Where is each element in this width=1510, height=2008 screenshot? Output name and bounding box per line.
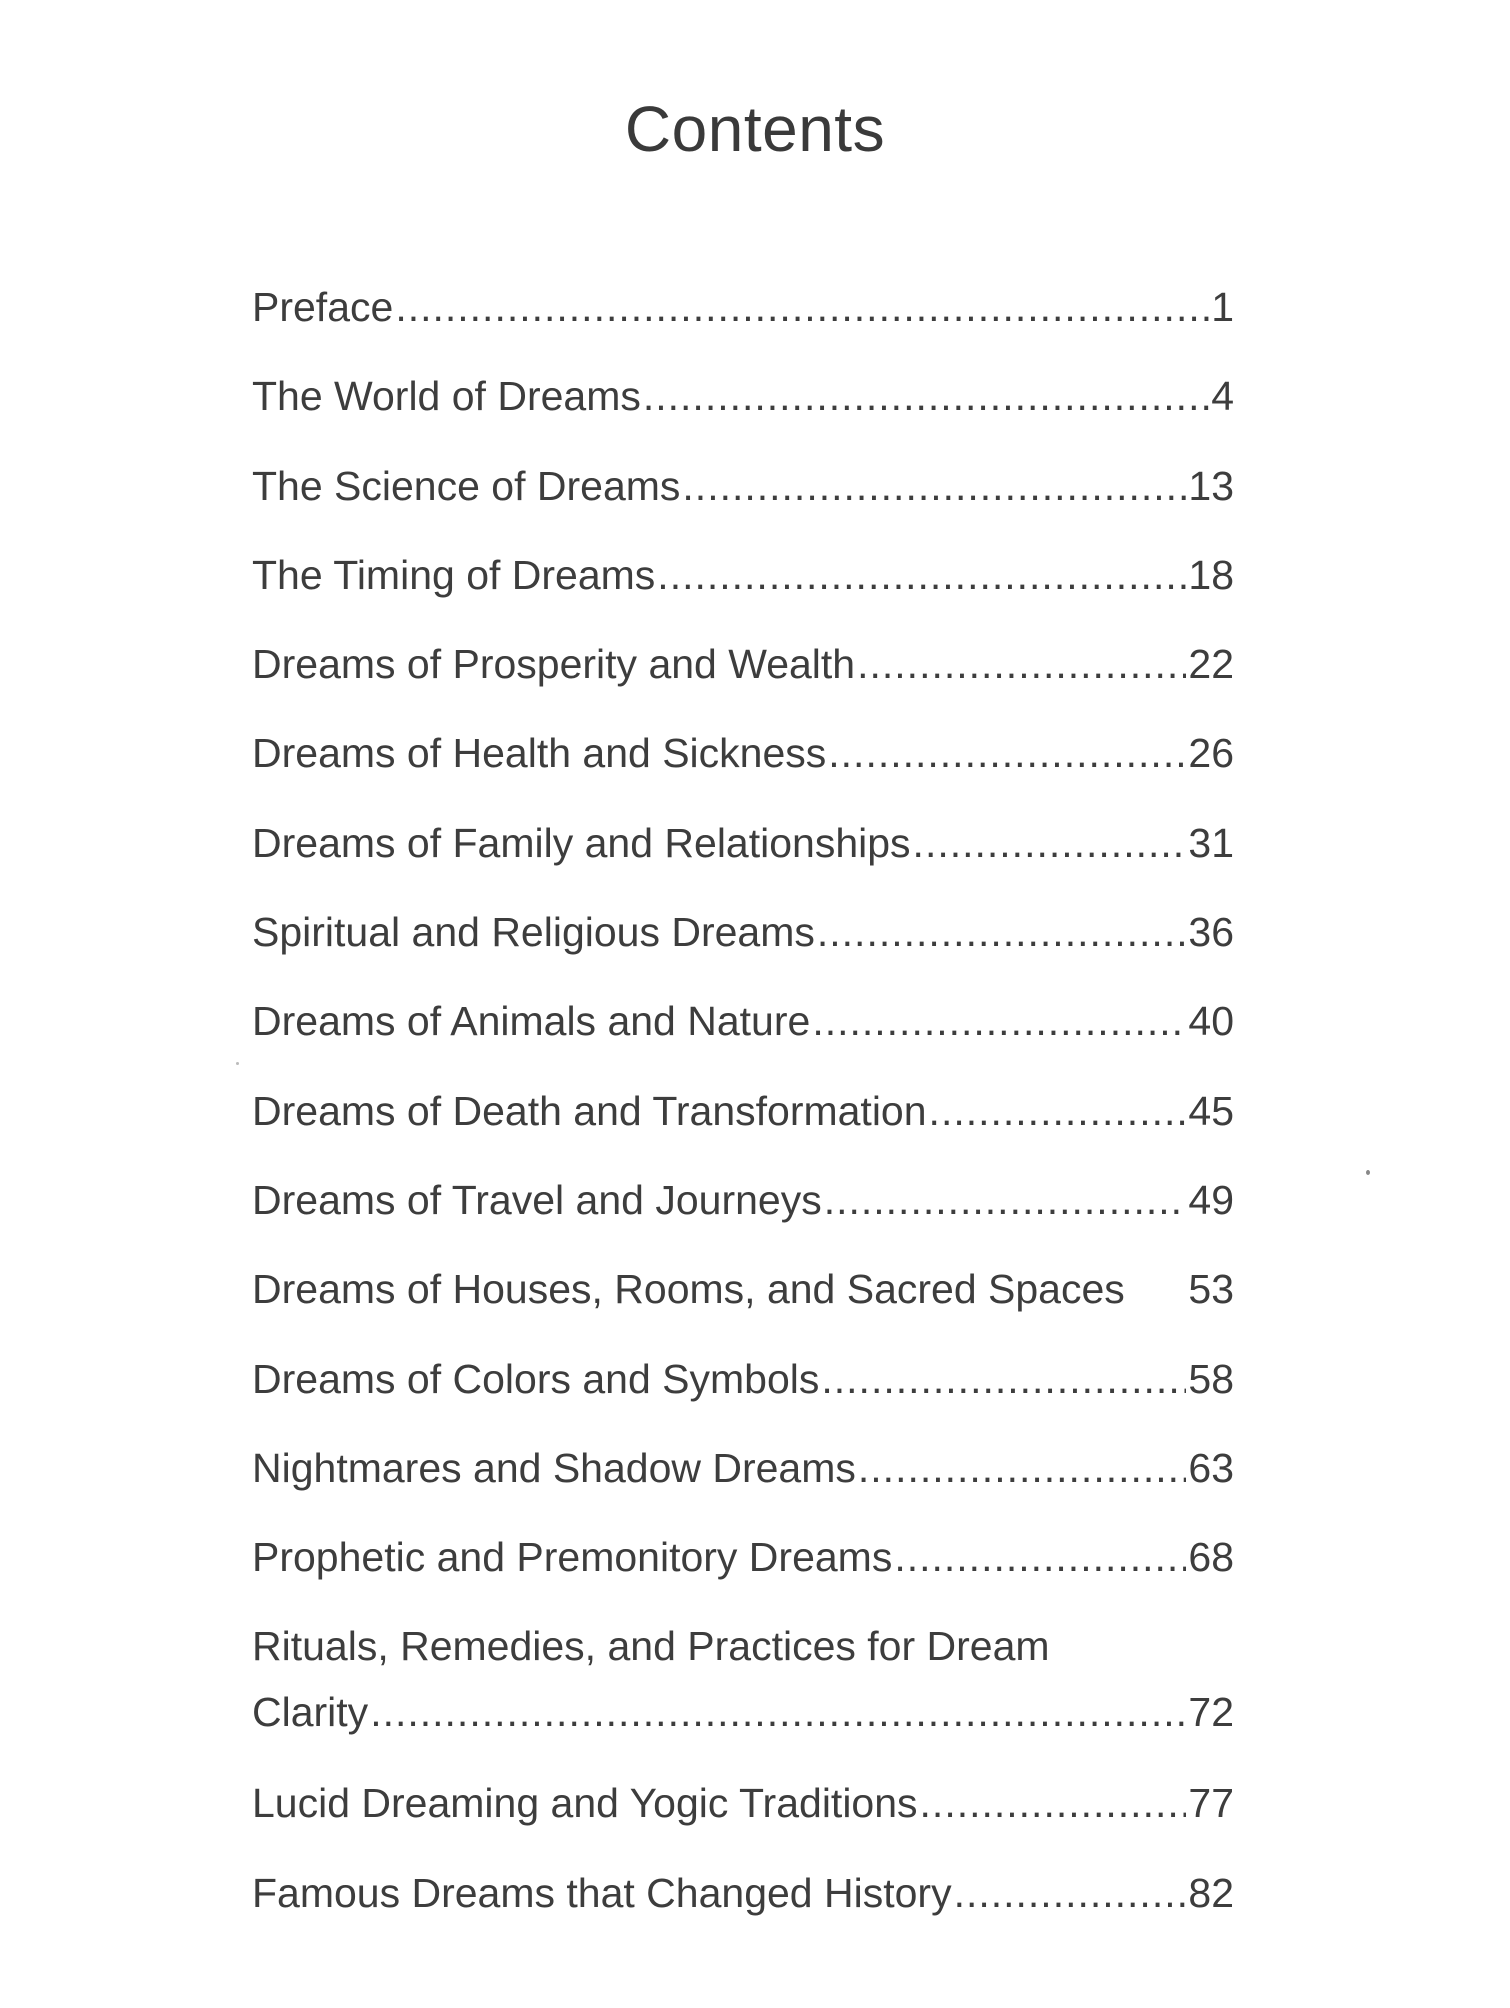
toc-leader-dots — [817, 907, 1187, 957]
toc-entry-world-of-dreams — [252, 371, 1234, 460]
toc-leader-dots — [824, 1175, 1187, 1225]
toc-entry-label: Nightmares and Shadow Dreams — [252, 1444, 856, 1491]
toc-entry-page: 22 — [1188, 641, 1234, 688]
toc-entry-label: Dreams of Prosperity and Wealth — [252, 641, 856, 688]
toc-entry-nightmares-shadow — [252, 1443, 1234, 1532]
toc-entry-page: 1 — [1211, 284, 1234, 330]
toc-entry-label: Dreams of Colors and Symbols — [252, 1355, 820, 1402]
toc-entry-label-line2: Clarity — [252, 1689, 369, 1736]
toc-entry-page: 49 — [1188, 1176, 1234, 1223]
toc-entry-label: Dreams of Animals and Nature — [252, 998, 811, 1045]
toc-entry-page: 53 — [1188, 1266, 1234, 1313]
toc-entry-label: Dreams of Health and Sickness — [252, 730, 827, 777]
toc-entry-label: The World of Dreams — [252, 373, 641, 420]
toc-entry-animals-nature — [252, 996, 1234, 1085]
toc-leader-dots — [395, 282, 1209, 332]
toc-entry-line2 — [252, 1687, 1234, 1737]
toc-entry-label: Dreams of Death and Transformation — [252, 1087, 927, 1134]
toc-entry-page: 68 — [1188, 1534, 1234, 1581]
toc-entry-spiritual-religious — [252, 907, 1234, 996]
toc-entry-page: 45 — [1188, 1087, 1234, 1134]
toc-leader-dots — [828, 728, 1186, 778]
toc-entry-page: 31 — [1188, 819, 1234, 866]
toc-entry-prosperity-wealth — [252, 639, 1234, 728]
toc-leader-dots — [370, 1687, 1186, 1737]
toc-leader-dots — [920, 1778, 1187, 1828]
toc-entry-label: Dreams of Family and Relationships — [252, 819, 911, 866]
toc-entry-page: 13 — [1188, 462, 1234, 509]
toc-entry-page: 18 — [1188, 551, 1234, 598]
toc-entry-colors-symbols — [252, 1354, 1234, 1443]
toc-entry-page: 40 — [1188, 998, 1234, 1045]
scan-speck — [236, 1062, 239, 1065]
toc-leader-dots — [857, 639, 1186, 689]
table-of-contents — [252, 282, 1234, 1957]
toc-leader-dots — [657, 550, 1186, 600]
toc-entry-label: Famous Dreams that Changed History — [252, 1869, 952, 1916]
toc-entry-houses-rooms — [252, 1264, 1234, 1353]
toc-leader-dots — [812, 996, 1186, 1046]
page-title: Contents — [624, 93, 886, 165]
toc-entry-label: The Science of Dreams — [252, 462, 681, 509]
toc-leader-dots — [643, 371, 1209, 421]
toc-entry-timing-of-dreams — [252, 550, 1234, 639]
toc-entry-label-line1: Rituals, Remedies, and Practices for Dream — [252, 1623, 1050, 1670]
toc-entry-label: The Timing of Dreams — [252, 551, 656, 598]
toc-entry-label: Prophetic and Premonitory Dreams — [252, 1534, 893, 1581]
toc-entry-label: Spiritual and Religious Dreams — [252, 909, 815, 956]
toc-leader-dots — [929, 1086, 1187, 1136]
toc-entry-label: Dreams of Travel and Journeys — [252, 1176, 822, 1223]
toc-leader-dots — [858, 1443, 1187, 1493]
toc-entry-travel-journeys — [252, 1175, 1234, 1264]
toc-entry-famous-dreams — [252, 1868, 1234, 1957]
toc-entry-preface — [252, 282, 1234, 371]
toc-entry-health-sickness — [252, 728, 1234, 817]
toc-entry-page: 36 — [1188, 909, 1234, 956]
toc-leader-dots — [894, 1532, 1186, 1582]
toc-entry-family-relationships — [252, 818, 1234, 907]
toc-leader-dots — [954, 1868, 1187, 1918]
toc-entry-science-of-dreams — [252, 461, 1234, 550]
toc-entry-page: 82 — [1188, 1869, 1234, 1916]
toc-entry-page: 63 — [1188, 1444, 1234, 1491]
toc-leader-dots — [913, 818, 1187, 868]
toc-entry-label: Lucid Dreaming and Yogic Traditions — [252, 1780, 918, 1827]
toc-entry-page: 26 — [1188, 730, 1234, 777]
toc-entry-label: Dreams of Houses, Rooms, and Sacred Spaces — [252, 1266, 1125, 1313]
toc-entry-page: 4 — [1211, 373, 1234, 420]
toc-leader-dots — [682, 461, 1186, 511]
toc-entry-death-transformation — [252, 1086, 1234, 1175]
toc-leader-dots — [821, 1354, 1186, 1404]
scan-speck — [1366, 1170, 1370, 1175]
toc-entry-page: 72 — [1188, 1689, 1234, 1736]
toc-entry-prophetic-premonitory — [252, 1532, 1234, 1621]
toc-entry-label: Preface — [252, 284, 394, 330]
toc-entry-rituals-remedies — [252, 1621, 1234, 1778]
toc-entry-page: 77 — [1188, 1780, 1234, 1827]
toc-entry-page: 58 — [1188, 1355, 1234, 1402]
toc-entry-lucid-dreaming — [252, 1778, 1234, 1867]
